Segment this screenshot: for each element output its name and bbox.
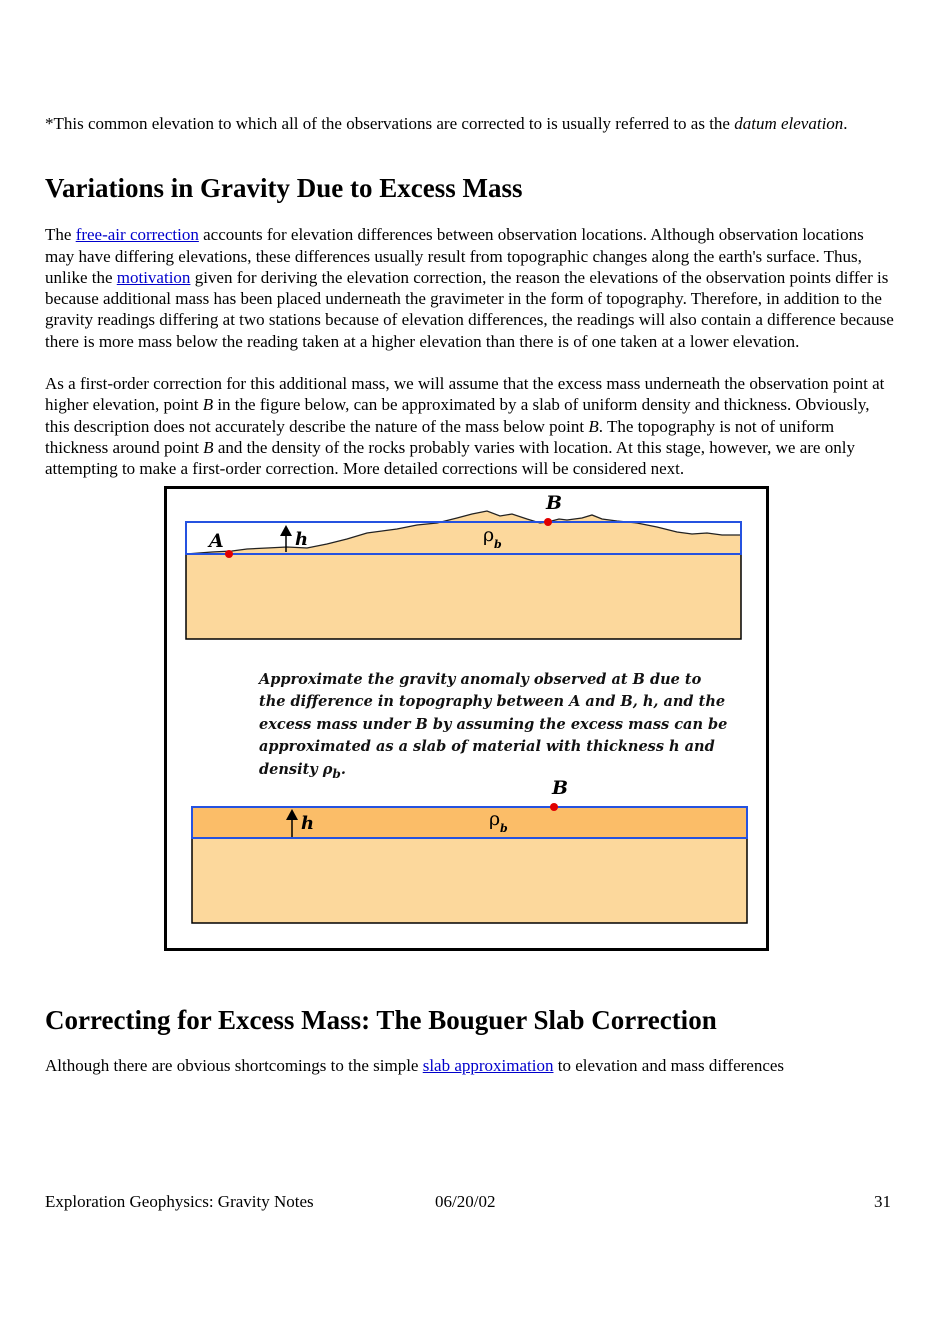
point-b-ref: B	[588, 416, 599, 436]
datum-footnote	[45, 113, 895, 134]
note-end: .	[843, 114, 848, 133]
paragraph-slab-approximation	[45, 1055, 895, 1076]
label-rho-sub-bottom: b	[500, 821, 508, 835]
text-span: in the figure below, can be approximated by a slab of uniform density and thickness. Obviously, this description does not accurately describe the nature of the mass below point	[45, 395, 870, 436]
footer-date: 06/20/02	[435, 1192, 496, 1211]
text-span: and the density of the rocks probably varies with location. At this stage, however, we are only attempting to make a first-order correction. More detailed corrections will be considered next.	[45, 437, 855, 479]
section-heading-excess-mass: Variations in Gravity Due to Excess Mass	[45, 173, 523, 204]
bouguer-slab-figure	[164, 486, 769, 951]
paragraph-free-air	[45, 224, 895, 352]
caption-end: .	[340, 760, 346, 778]
text-span: given for deriving the elevation correction, the reason the elevations of the observation points differ is because additional mass has been placed underneath the gravimeter in the form of topography. Therefore, in addition to the gravity readings differing at two stations because of elevation differences, the readings will also contain a difference because there is more mass below the reading taken at a higher elevation than there is of one taken at a lower elevation.	[45, 267, 894, 351]
caption-subscript: b	[332, 766, 341, 781]
point-b-ref: B	[202, 395, 214, 415]
label-rho-bottom: ρ	[489, 807, 501, 830]
slab-approximation-link[interactable]: slab approximation	[422, 1055, 554, 1075]
label-h-bottom: h	[301, 812, 315, 834]
caption-text: Approximate the gravity anomaly observed at B due to the difference in topography between A and B, h, and the excess mass under B by assuming the excess mass can be approximated as a slab of material with thickness h and density ρ	[259, 670, 728, 778]
figure-caption	[259, 669, 729, 785]
datum-elevation-term: datum elevation	[734, 114, 844, 133]
point-b-marker-top	[544, 518, 552, 526]
text-span: Although there are obvious shortcomings to the simple	[45, 1055, 423, 1075]
label-rho-top: ρ	[483, 523, 495, 546]
page-number: 31	[874, 1192, 891, 1211]
label-rho-sub-top: b	[494, 537, 502, 551]
text-span: . The topography is not of uniform thickness around point	[45, 416, 835, 457]
note-text: *This common elevation to which all of the observations are corrected to is usually referred to as the	[45, 114, 735, 133]
footer-title: Exploration Geophysics: Gravity Notes	[45, 1192, 314, 1211]
point-b-ref: B	[203, 437, 214, 457]
point-a-marker	[225, 550, 233, 558]
bouguer-slab	[192, 807, 747, 838]
motivation-link[interactable]: motivation	[116, 267, 191, 287]
paragraph-first-order	[45, 373, 895, 479]
text-span: accounts for elevation differences between observation locations. Although observation locations may have differing elevations, these differences usually result from topographic changes along the earth's surface. Thus, unlike the	[45, 225, 864, 287]
label-h-top: h	[295, 528, 309, 550]
label-b-bottom: B	[552, 776, 569, 799]
text-span: The	[45, 225, 76, 245]
ground-body-bottom	[192, 838, 747, 923]
section-heading-bouguer: Correcting for Excess Mass: The Bouguer Slab Correction	[45, 1004, 717, 1035]
label-a: A	[209, 529, 224, 552]
text-span: As a first-order correction for this additional mass, we will assume that the excess mass underneath the observation point at higher elevation, point	[45, 374, 885, 415]
page-content	[45, 113, 895, 1076]
label-b-top: B	[546, 491, 563, 514]
ground-body-top	[186, 554, 741, 639]
text-span: to elevation and mass differences	[553, 1055, 785, 1075]
h-arrowhead-top	[280, 525, 292, 536]
free-air-correction-link[interactable]: free-air correction	[75, 225, 199, 245]
point-b-marker-bottom	[550, 803, 558, 811]
